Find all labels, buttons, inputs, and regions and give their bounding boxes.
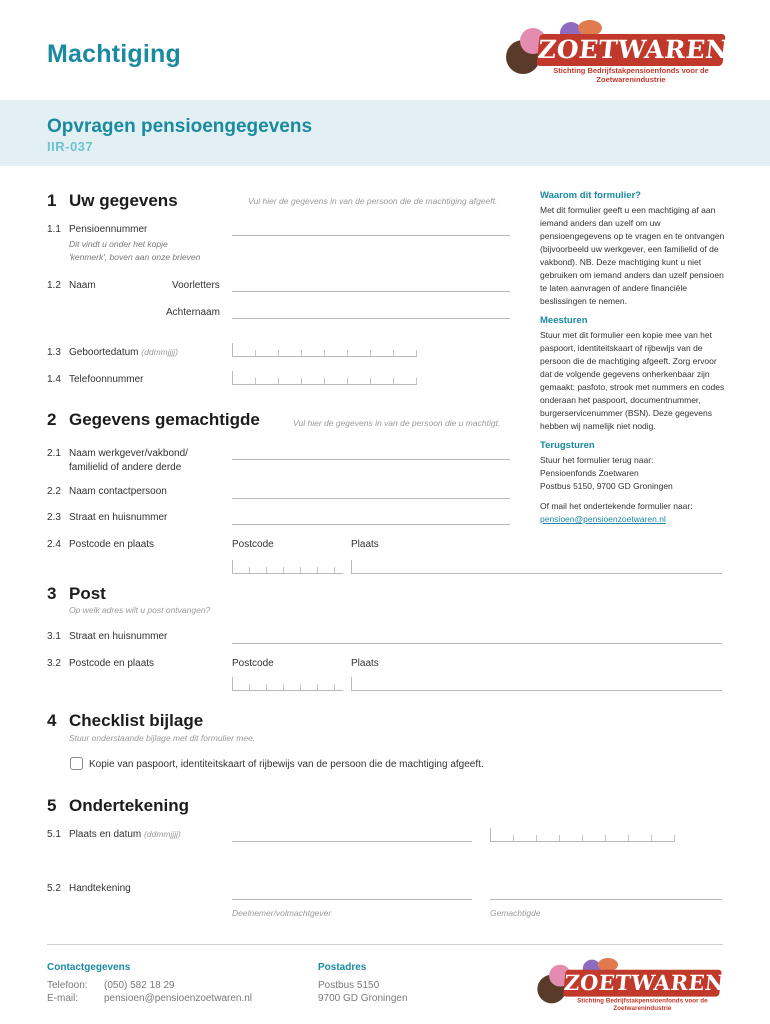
post-postcode-label: Postcode xyxy=(232,658,274,669)
date-format-hint: (ddmmjjjj) xyxy=(144,829,181,839)
field-label-text: Naam contactpersoon xyxy=(69,486,167,497)
logo-subtitle: Stichting Bedrijfstakpensioenfonds voor de Zoetwarenindustrie xyxy=(577,996,708,1012)
why-text: Met dit formulier geeft u een machtiging af aan iemand anders dan uzelf om uw pensioengegevens op te vragen en te ontvangen (bijvoorbeeld uw werkgever, een familielid of de vakbond). NB. Deze machtiging kunt u niet gebruiken om iemand anders dan uzelf pensioen te laten aanvragen of andere financiële beslissingen te nemen. xyxy=(540,205,725,306)
field-label-text: Pensioennummer xyxy=(69,224,148,235)
post-plaats-label: Plaats xyxy=(351,658,379,669)
section-number: 3 xyxy=(47,584,57,603)
email-label: E-mail: xyxy=(47,993,79,1004)
return-line: Postbus 5150, 9700 GD Groningen xyxy=(540,481,673,491)
send-title: Meesturen xyxy=(540,315,588,326)
section-1-hint: Vul hier de gegevens in van de persoon die de machtiging afgeeft. xyxy=(248,196,498,206)
phone-label: Telefoon: xyxy=(47,980,88,991)
ondertekening-datum-input[interactable] xyxy=(490,828,675,842)
phone-value: (050) 582 18 29 xyxy=(104,980,175,991)
plaats-input[interactable] xyxy=(351,560,722,574)
plaats-label: Plaats xyxy=(351,539,379,550)
form-title: Opvragen pensioengegevens xyxy=(47,116,313,137)
field-number: 5.1 xyxy=(47,829,61,840)
field-label-geboortedatum xyxy=(47,347,178,358)
voorletters-input[interactable] xyxy=(232,276,510,292)
field-number: 3.2 xyxy=(47,658,61,669)
field-label-text: Straat en huisnummer xyxy=(69,631,168,642)
field-number: 1.4 xyxy=(47,374,61,385)
page-title: Machtiging xyxy=(47,40,181,68)
field-label-handtekening xyxy=(47,883,131,894)
deelnemer-caption: Deelnemer/volmachtgever xyxy=(232,908,332,918)
return-line: Pensioenfonds Zoetwaren xyxy=(540,468,639,478)
bijlage-checkbox-label: Kopie van paspoort, identiteitskaart of rijbewijs van de persoon die de machtiging afgeeft. xyxy=(89,759,484,770)
section-title-text: Checklist bijlage xyxy=(69,711,204,730)
section-number: 5 xyxy=(47,796,57,815)
section-title-text: Ondertekening xyxy=(69,796,189,815)
post-details xyxy=(318,979,408,1005)
section-number: 4 xyxy=(47,711,57,730)
gemachtigde-caption: Gemachtigde xyxy=(490,908,541,918)
field-label-text: Naam werkgever/vakbond/ xyxy=(69,448,188,459)
mail-text: Of mail het ondertekende formulier naar: xyxy=(540,501,693,511)
ondertekening-plaats-input[interactable] xyxy=(232,826,472,842)
zoetwaren-logo-footer xyxy=(534,958,726,1012)
section-title-text: Post xyxy=(69,584,106,603)
handtekening-gemachtigde-input[interactable] xyxy=(490,884,722,900)
post-postcode-input[interactable] xyxy=(232,677,343,691)
logo-subtitle: Stichting Bedrijfstakpensioenfonds voor de Zoetwarenindustrie xyxy=(553,66,709,84)
straat-input[interactable] xyxy=(232,509,510,525)
section-5-title xyxy=(47,796,189,816)
section-2-title xyxy=(47,410,260,430)
contact-title: Contactgegevens xyxy=(47,962,131,973)
field-number: 3.1 xyxy=(47,631,61,642)
field-label-naam xyxy=(47,280,96,291)
send-text: Stuur met dit formulier een kopie mee van het paspoort, identiteitskaart of rijbewijs van de persoon die de machtiging afgeeft. Zorg ervoor dat de volgende gegevens onherkenbaar zijn gemaakt: pasfoto, strook met nummers en codes onderaan het paspoort, documentnummer, burgerservicenummer (BSN). Deze gegevens hebben wij namelijk niet nodig. xyxy=(540,330,725,431)
sidebar-info xyxy=(540,190,730,526)
mail-link[interactable]: pensioen@pensioenzoetwaren.nl xyxy=(540,514,666,524)
post-line: 9700 GD Groningen xyxy=(318,993,408,1004)
voorletters-label: Voorletters xyxy=(172,280,220,291)
section-3-title xyxy=(47,584,106,604)
field-number: 5.2 xyxy=(47,883,61,894)
why-title: Waarom dit formulier? xyxy=(540,190,641,201)
field-number: 1.1 xyxy=(47,224,61,235)
email-value: pensioen@pensioenzoetwaren.nl xyxy=(104,993,253,1004)
field-label-text: Naam xyxy=(69,280,96,291)
post-straat-input[interactable] xyxy=(232,628,722,644)
field-label-text: Straat en huisnummer xyxy=(69,512,168,523)
note-line: 'kenmerk', boven aan onze brieven xyxy=(69,252,201,262)
field-label-telefoonnummer xyxy=(47,374,143,385)
field-label-text: Geboortedatum xyxy=(69,347,139,358)
geboortedatum-input[interactable] xyxy=(232,343,417,357)
field-label-straat xyxy=(47,512,167,523)
section-number: 1 xyxy=(47,191,57,210)
logo-wordmark: ZOETWAREN xyxy=(536,35,731,64)
post-title: Postadres xyxy=(318,962,367,973)
achternaam-input[interactable] xyxy=(232,303,510,319)
footer-divider xyxy=(47,944,723,945)
section-4-hint: Stuur onderstaande bijlage met dit formulier mee. xyxy=(69,733,256,743)
section-2-hint: Vul hier de gegevens in van de persoon die u machtigt. xyxy=(293,418,501,428)
field-note xyxy=(69,238,200,264)
field-label-text: Postcode en plaats xyxy=(69,658,155,669)
naam-derde-input[interactable] xyxy=(232,444,510,460)
field-label-post-straat xyxy=(47,631,167,642)
form-code: IIR-037 xyxy=(47,139,94,154)
postcode-label: Postcode xyxy=(232,539,274,550)
section-number: 2 xyxy=(47,410,57,429)
note-line: Dit vindt u onder het kopje xyxy=(69,239,168,249)
section-1-title xyxy=(47,191,178,211)
field-number: 2.1 xyxy=(47,448,61,459)
field-number: 1.2 xyxy=(47,280,61,291)
return-title: Terugsturen xyxy=(540,440,595,451)
pensioennummer-input[interactable] xyxy=(232,220,510,236)
field-label-text: Handtekening xyxy=(69,883,131,894)
achternaam-label: Achternaam xyxy=(166,307,220,318)
field-label-pensioennummer xyxy=(47,224,147,235)
bijlage-checkbox[interactable] xyxy=(70,757,83,770)
telefoonnummer-input[interactable] xyxy=(232,371,417,385)
post-plaats-input[interactable] xyxy=(351,677,722,691)
postcode-input[interactable] xyxy=(232,560,343,574)
field-label-text: Plaats en datum xyxy=(69,829,142,840)
section-4-title xyxy=(47,711,203,731)
field-label-postcode-plaats xyxy=(47,539,154,550)
section-title-text: Uw gegevens xyxy=(69,191,178,210)
logo-wordmark: ZOETWAREN xyxy=(563,970,726,995)
field-number: 2.4 xyxy=(47,539,61,550)
section-title-text: Gegevens gemachtigde xyxy=(69,410,260,429)
field-number: 2.3 xyxy=(47,512,61,523)
section-3-hint: Op welk adres wilt u post ontvangen? xyxy=(69,605,211,615)
field-number: 2.2 xyxy=(47,486,61,497)
zoetwaren-logo xyxy=(502,20,731,84)
post-line: Postbus 5150 xyxy=(318,980,380,991)
field-label-text: familielid of andere derde xyxy=(69,462,182,473)
field-label-plaats-datum xyxy=(47,829,181,840)
field-label-text: Postcode en plaats xyxy=(69,539,155,550)
return-line: Stuur het formulier terug naar: xyxy=(540,455,654,465)
handtekening-deelnemer-input[interactable] xyxy=(232,884,472,900)
field-number: 1.3 xyxy=(47,347,61,358)
field-label-contactpersoon xyxy=(47,486,167,497)
date-format-hint: (ddmmjjjj) xyxy=(141,347,179,357)
field-label-post-postcode-plaats xyxy=(47,658,154,669)
contact-details xyxy=(47,979,252,1005)
field-label-naam-derde xyxy=(47,447,188,475)
field-label-text: Telefoonnummer xyxy=(69,374,144,385)
contactpersoon-input[interactable] xyxy=(232,483,510,499)
